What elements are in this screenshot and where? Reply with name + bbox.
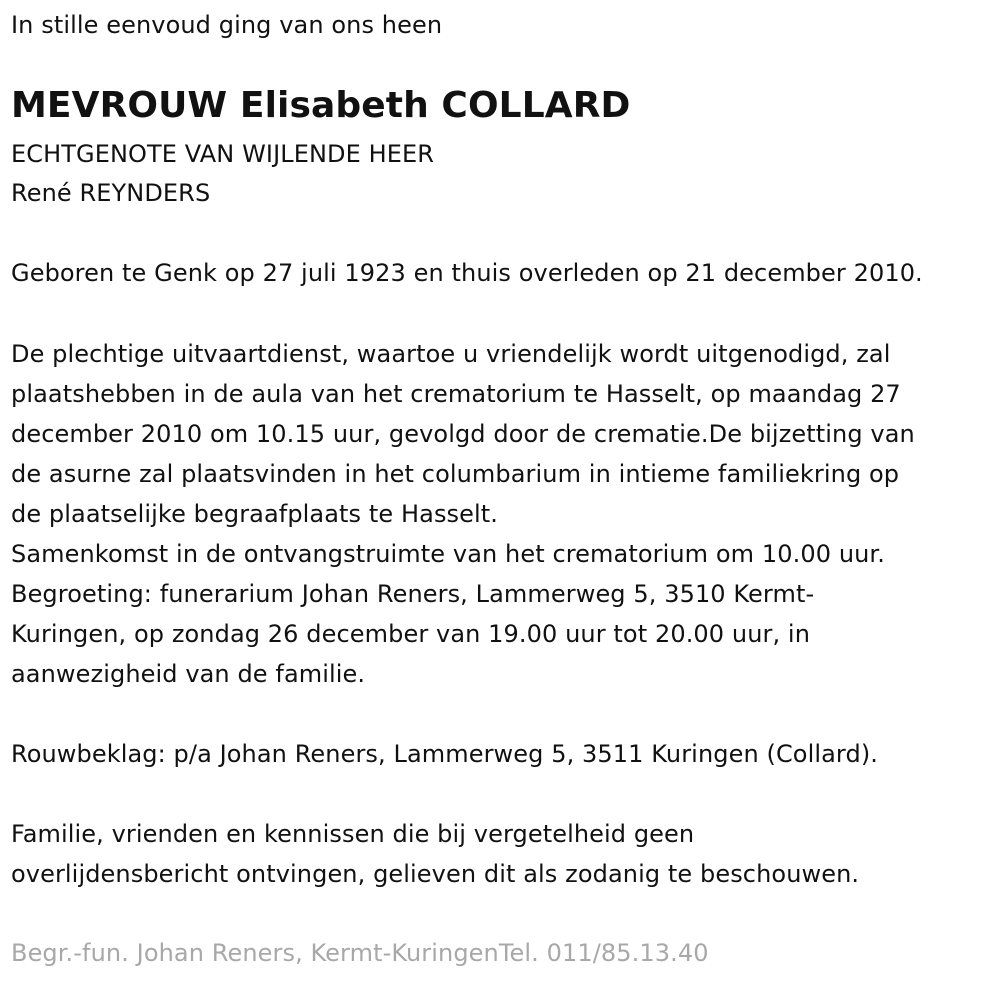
intro-text: In stille eenvoud ging van ons heen (11, 11, 443, 39)
visitation-line: Begroeting: funerarium Johan Reners, Lammerweg 5, 3510 Kermt- (11, 580, 815, 608)
service-line: de plaatselijke begraafplaats te Hasselt. (11, 500, 499, 528)
birth-death-text: Geboren te Genk op 27 juli 1923 en thuis overleden op 21 december 2010. (11, 259, 923, 287)
service-line: december 2010 om 10.15 uur, gevolgd door de crematie.De bijzetting van (11, 420, 915, 448)
condolences-text: Rouwbeklag: p/a Johan Reners, Lammerweg 5, 3511 Kuringen (Collard). (11, 740, 879, 768)
spouse-line-2: René REYNDERS (11, 179, 211, 207)
service-line: de asurne zal plaatsvinden in het columbarium in intieme familiekring op (11, 460, 900, 488)
visitation-line: Kuringen, op zondag 26 december van 19.00 uur tot 20.00 uur, in (11, 620, 811, 648)
notice-line: Familie, vrienden en kennissen die bij vergetelheid geen (11, 820, 695, 848)
service-line: plaatshebben in de aula van het crematorium te Hasselt, op maandag 27 (11, 380, 901, 408)
deceased-name: MEVROUW Elisabeth COLLARD (11, 85, 631, 126)
service-line: De plechtige uitvaartdienst, waartoe u vriendelijk wordt uitgenodigd, zal (11, 340, 891, 368)
visitation-line: aanwezigheid van de familie. (11, 660, 366, 688)
gathering-line: Samenkomst in de ontvangstruimte van het crematorium om 10.00 uur. (11, 540, 885, 568)
notice-line: overlijdensbericht ontvingen, gelieven dit als zodanig te beschouwen. (11, 860, 860, 888)
spouse-line-1: ECHTGENOTE VAN WIJLENDE HEER (11, 140, 435, 168)
funeral-home-footer: Begr.-fun. Johan Reners, Kermt-KuringenTel. 011/85.13.40 (11, 939, 709, 967)
